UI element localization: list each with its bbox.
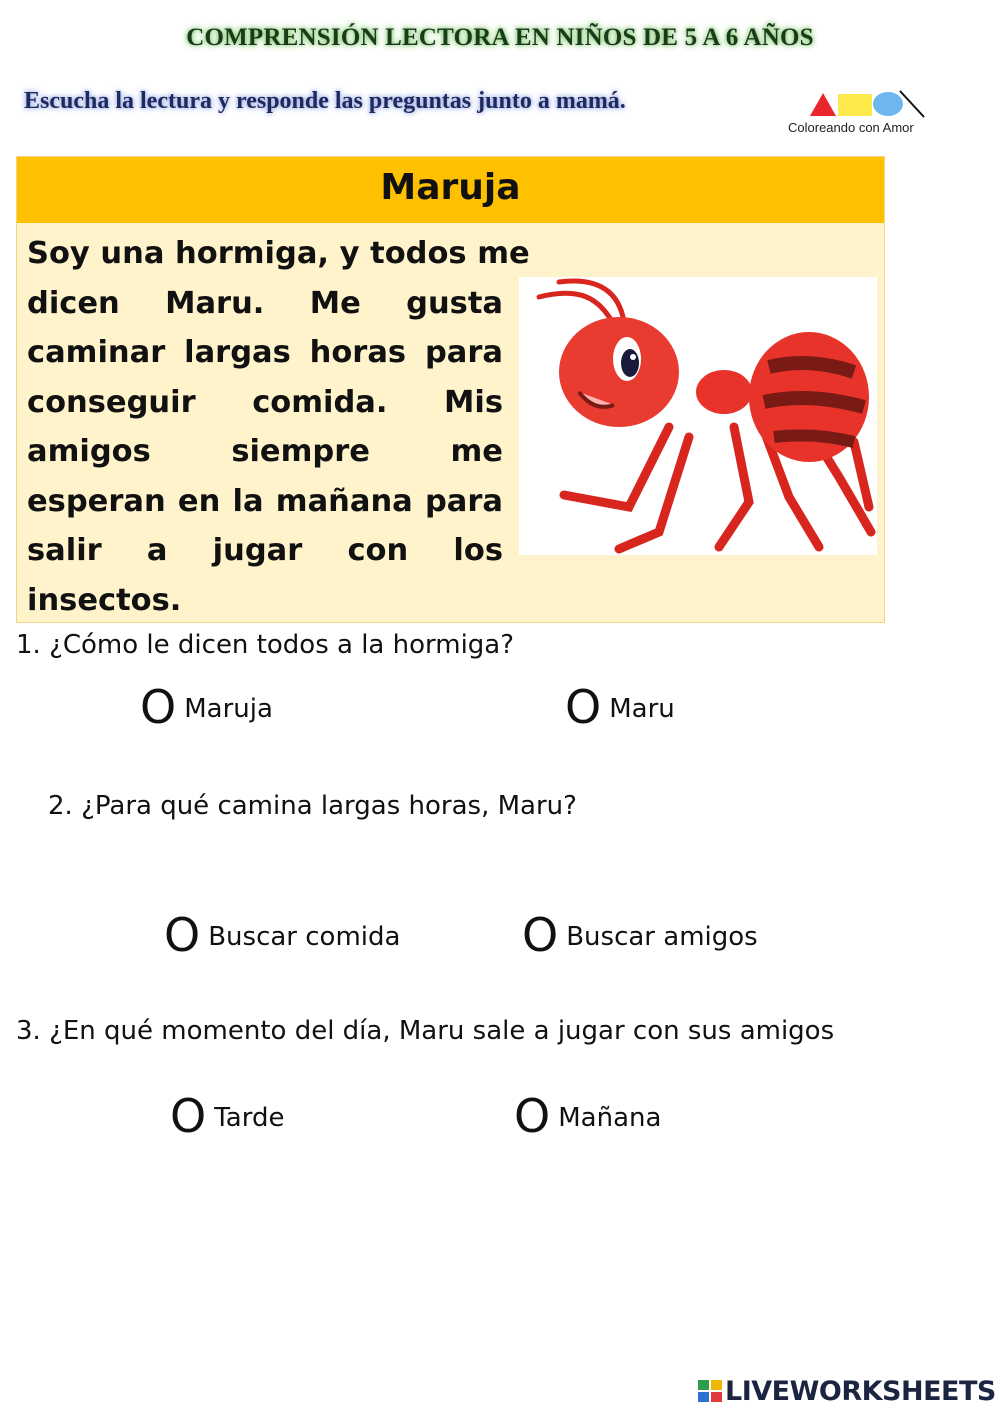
liveworksheets-brand[interactable]: LIVEWORKSHEETS <box>697 1376 996 1407</box>
ant-image <box>519 277 877 555</box>
answer-bubble-icon[interactable]: O <box>522 908 559 962</box>
question-3: 3. ¿En qué momento del día, Maru sale a jugar con sus amigos <box>16 1016 835 1046</box>
liveworksheets-logo-icon <box>697 1379 723 1403</box>
q1-option-maruja[interactable]: O Maruja <box>140 680 273 734</box>
answer-bubble-icon[interactable]: O <box>565 680 602 734</box>
page-title: COMPRENSIÓN LECTORA EN NIÑOS DE 5 A 6 AÑOS <box>186 24 814 51</box>
answer-bubble-icon[interactable]: O <box>514 1089 551 1143</box>
q2-option-buscar-comida[interactable]: O Buscar comida <box>164 908 401 962</box>
story-card <box>16 156 885 623</box>
logo-label: Coloreando con Amor <box>788 120 914 135</box>
q3-option-tarde[interactable]: O Tarde <box>170 1089 285 1143</box>
question-2: 2. ¿Para qué camina largas horas, Maru? <box>48 791 577 821</box>
q2-option-buscar-amigos[interactable]: O Buscar amigos <box>522 908 758 962</box>
story-text <box>27 229 530 625</box>
story-first-line: Soy una hormiga, y todos me <box>27 236 530 271</box>
story-body: dicen Maru. Me gusta caminar largas horas para conseguir comida. Mis amigos siempre me esperan en la mañana para salir a jugar con los insectos. <box>27 285 503 618</box>
answer-bubble-icon[interactable]: O <box>164 908 201 962</box>
answer-bubble-icon[interactable]: O <box>140 680 177 734</box>
q3-option-manana[interactable]: O Mañana <box>514 1089 662 1143</box>
answer-bubble-icon[interactable]: O <box>170 1089 207 1143</box>
instruction-text: Escucha la lectura y responde las preguntas junto a mamá. <box>24 88 626 114</box>
story-title: Maruja <box>17 157 884 223</box>
q1-option-maru[interactable]: O Maru <box>565 680 675 734</box>
question-1: 1. ¿Cómo le dicen todos a la hormiga? <box>16 630 515 660</box>
ant-icon <box>519 277 877 555</box>
